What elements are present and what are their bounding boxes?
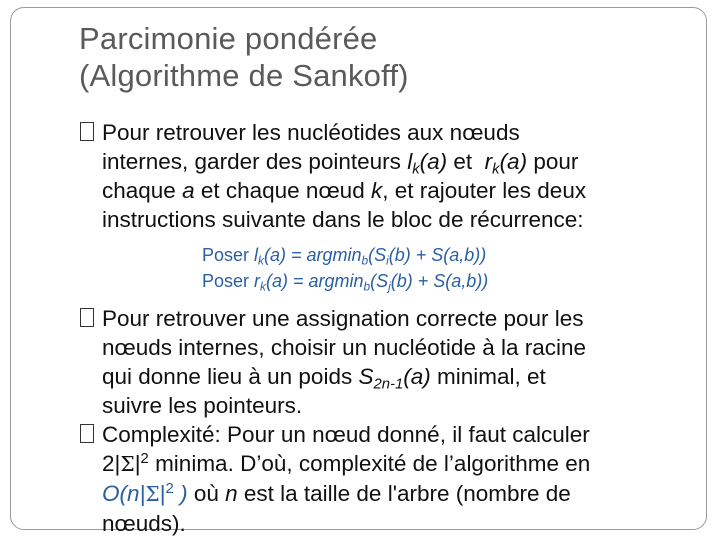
subscript-k: k [260,279,266,294]
formula-fragment: (a) = argmin [265,271,364,291]
title-line-2: (Algorithme de Sankoff) [79,58,409,93]
text-fragment: pour [527,149,579,174]
text-fragment: minimal, et [430,364,546,389]
superscript-2: 2 [140,450,149,467]
formula-fragment: (a) = argmin [263,245,362,265]
subscript-2n-1: 2n-1 [373,376,404,393]
var-n: n [225,481,238,506]
text-fragment: qui donne lieu à un poids [102,364,359,389]
text-fragment: est la taille de l'arbre (nombre de [237,481,571,506]
bullet-assignment [80,304,700,420]
bullet-complexity [80,420,700,538]
bullet1-line3 [102,176,700,205]
text-fragment: 2| [102,451,121,476]
bullet1-line1: Pour retrouver les nucléotides aux nœuds [102,120,520,145]
formula-block [80,242,700,294]
bullet1-line2 [102,147,700,176]
text-fragment: et chaque nœud [194,178,371,203]
bullet2-line4: suivre les pointeurs. [102,393,303,418]
subscript-j: j [388,279,391,294]
text-fragment: Poser [202,271,255,291]
superscript-2: 2 [165,480,174,497]
subscript-i: i [386,253,389,268]
bullet2-line3 [102,362,700,391]
bullet-box-icon [80,424,94,443]
formula-fragment: (b) + S(a,b)) [388,245,487,265]
sigma-symbol: Σ [120,452,135,476]
text-fragment: , et rajouter les deux [382,178,587,203]
complexity-fragment: | [159,481,166,506]
bullet-pointers [80,118,700,234]
bullet3-line4: nœuds). [102,511,186,536]
bullet1-line4: instructions suivante dans le bloc de récurrence: [102,207,584,232]
slide-content [80,118,700,538]
subscript-b: b [363,279,371,294]
bullet2-line2: nœuds internes, choisir un nucléotide à la racine [102,335,587,360]
bullet-box-icon [80,308,94,327]
formula-fragment: (b) + S(a,b)) [390,271,489,291]
slide-title [79,20,679,94]
var-a: (a) [419,149,448,174]
var-r: r [484,149,493,174]
title-line-1: Parcimonie pondérée [79,21,378,56]
var-k: k [370,178,383,203]
formula-fragment: (S [370,271,389,291]
bullet-box-icon [80,122,94,141]
var-a: (a) [499,149,528,174]
text-fragment: | [134,451,141,476]
text-fragment: et [447,149,485,174]
text-fragment: où [187,481,226,506]
bullet2-line1: Pour retrouver une assignation correcte pour les [102,306,584,331]
formula-line-2 [202,268,700,294]
var-a: (a) [403,364,431,389]
subscript-b: b [361,253,369,268]
complexity-fragment: O(n| [102,481,146,506]
subscript-k: k [412,161,420,178]
text-fragment: Poser [202,245,255,265]
formula-line-1 [202,242,700,268]
text-fragment: chaque [102,178,183,203]
formula-fragment: (S [368,245,387,265]
text-fragment: internes, garder des pointeurs [102,149,408,174]
var-a: a [182,178,195,203]
bullet3-line1: Complexité: Pour un nœud donné, il faut calculer [102,422,590,447]
bullet3-line3 [102,479,700,509]
var-l: l [407,149,413,174]
subscript-k: k [492,161,500,178]
bullet3-line2 [102,449,700,479]
text-fragment: minima. D’où, complexité de l’algorithme en [148,451,591,476]
sigma-symbol: Σ [145,482,160,506]
subscript-k: k [258,253,264,268]
var-l: l [254,245,259,265]
var-r: r [254,271,261,291]
var-s: S [358,364,374,389]
complexity-fragment: ) [173,481,188,506]
